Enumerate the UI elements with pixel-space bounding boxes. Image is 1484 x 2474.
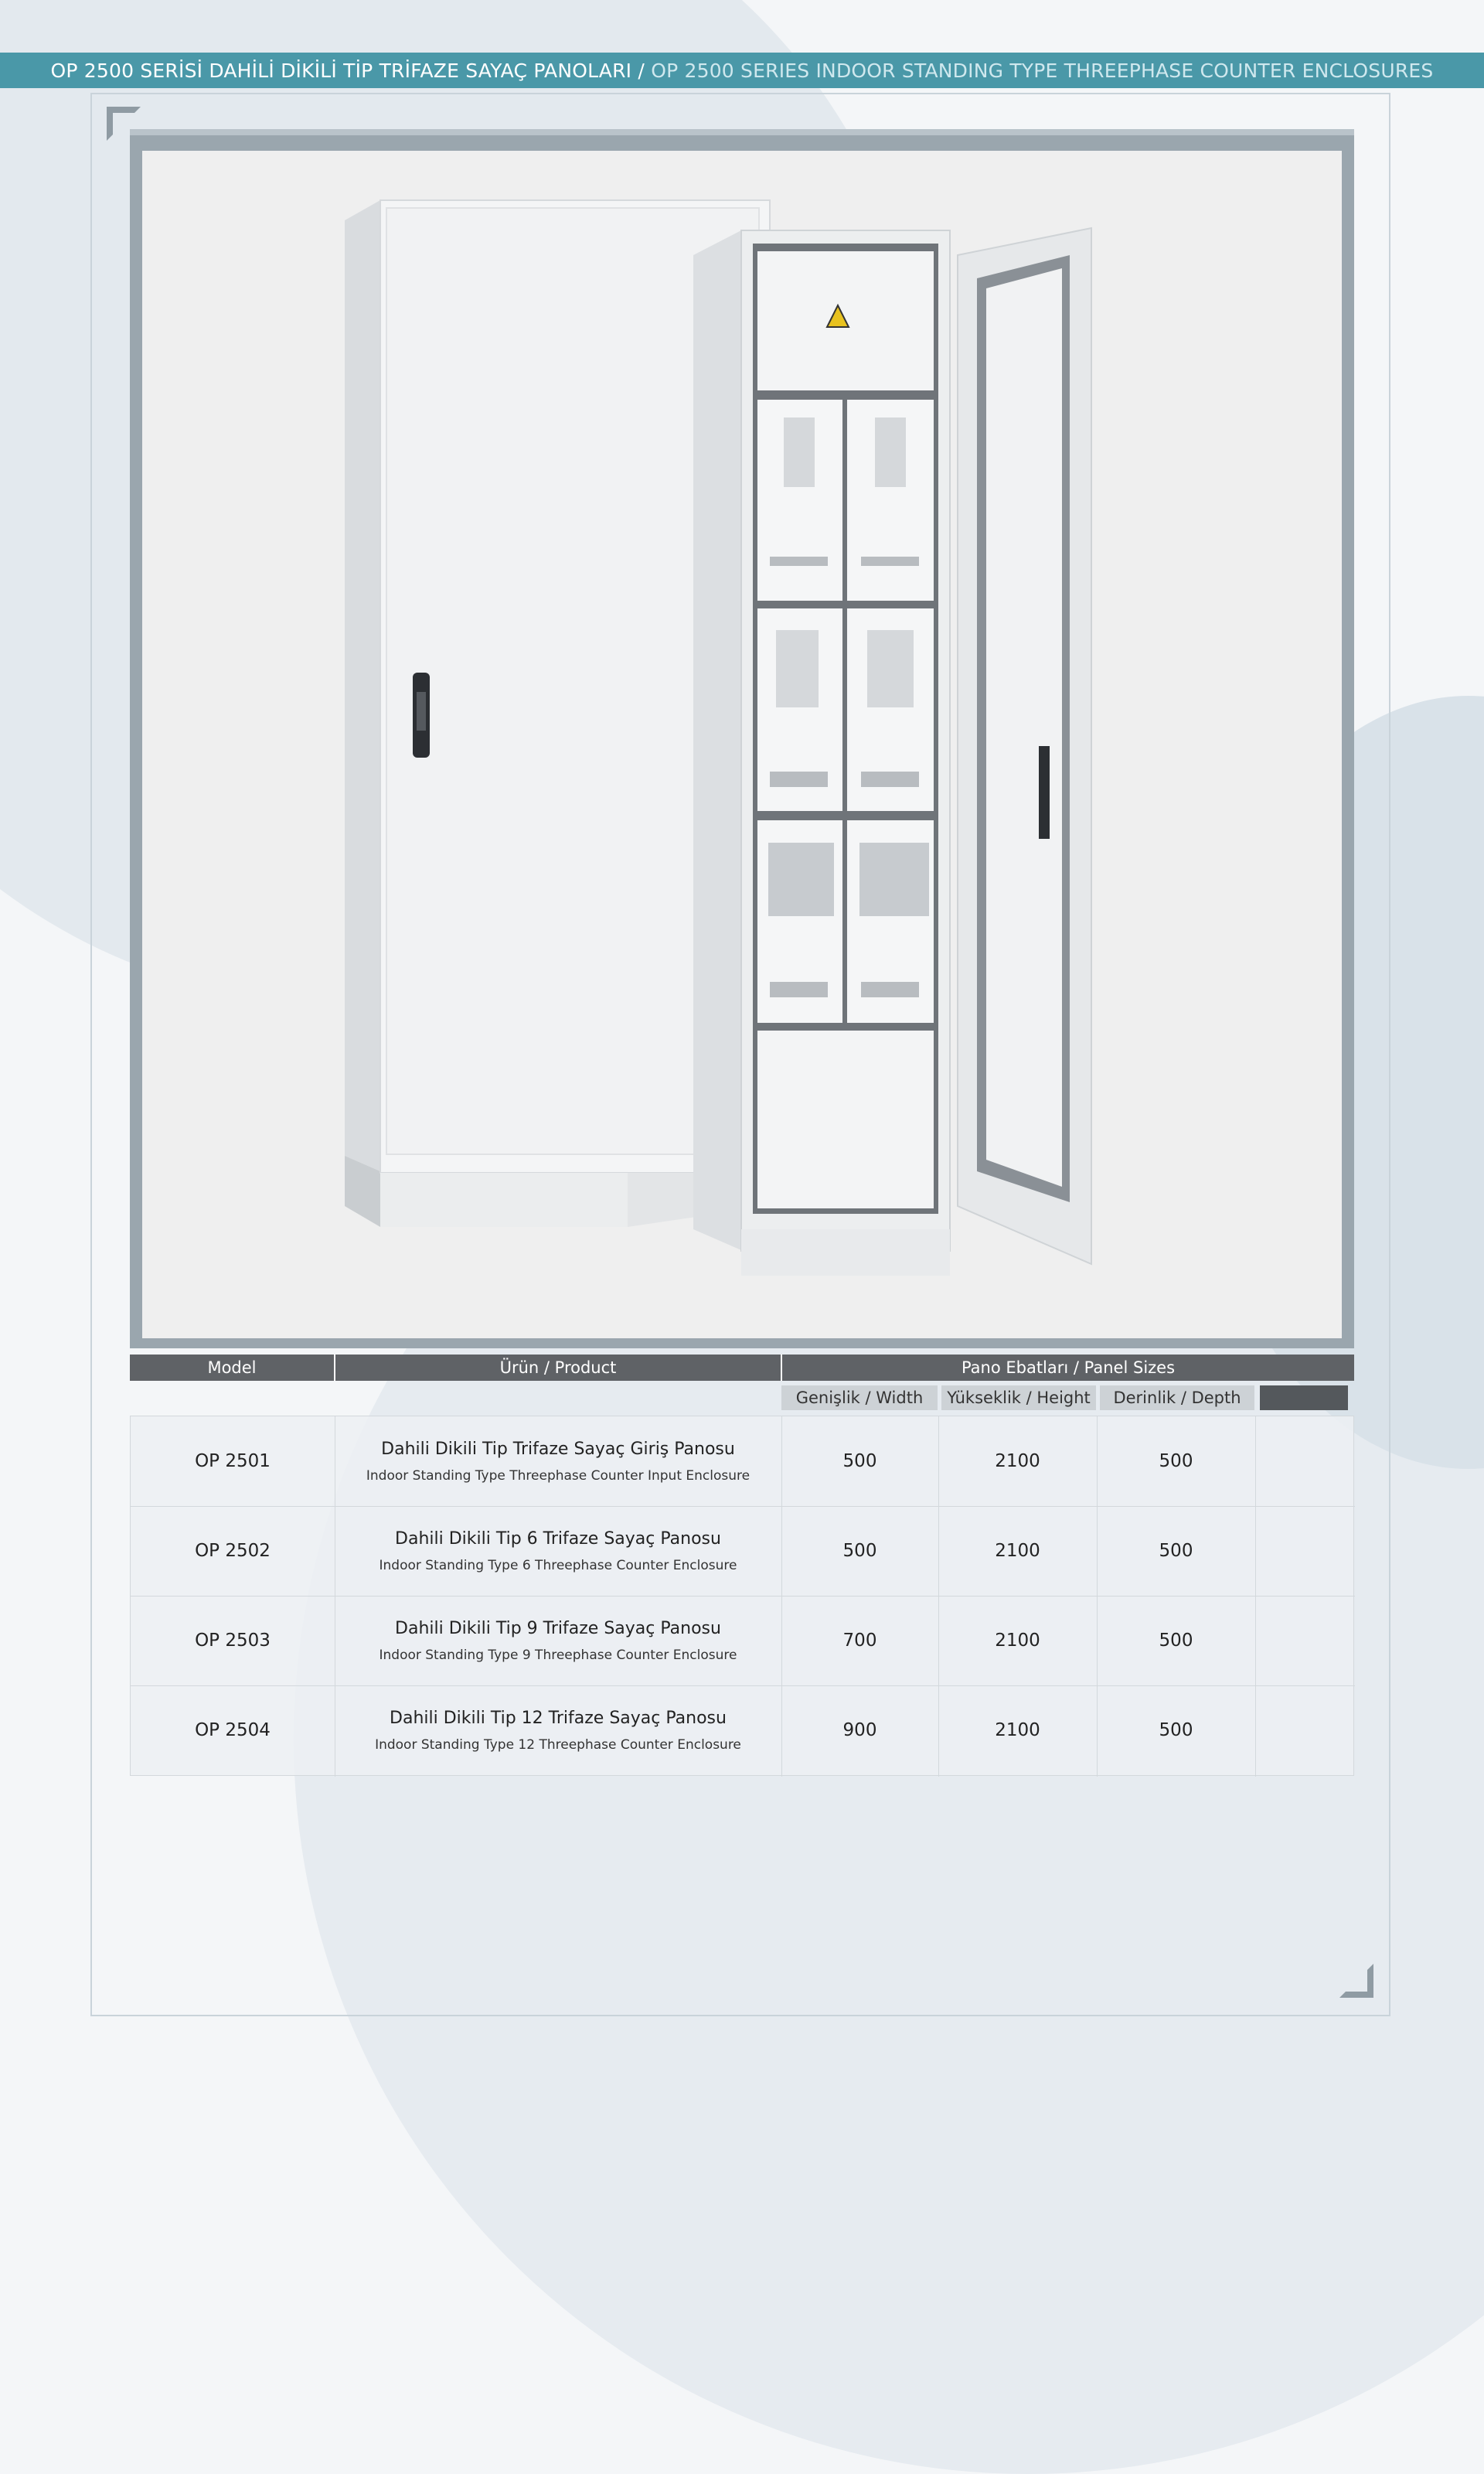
corner-mark-icon — [1339, 1964, 1373, 1998]
table-row — [131, 1685, 1355, 1775]
cell-model: OP 2502 — [195, 1541, 271, 1561]
cell-product — [335, 1596, 781, 1685]
product-name-en: Indoor Standing Type Threephase Counter Input Enclosure — [366, 1467, 751, 1484]
cell-height: 2100 — [995, 1631, 1040, 1651]
product-name-en: Indoor Standing Type 12 Threephase Counter Enclosure — [375, 1736, 741, 1753]
cell-model: OP 2504 — [195, 1720, 271, 1740]
table-header — [130, 1355, 1354, 1381]
product-name-tr: Dahili Dikili Tip 12 Trifaze Sayaç Panosu — [390, 1708, 727, 1728]
product-name-en: Indoor Standing Type 6 Threephase Counter Enclosure — [379, 1557, 737, 1573]
product-name-tr: Dahili Dikili Tip Trifaze Sayaç Giriş Panosu — [381, 1439, 735, 1459]
cell-product — [335, 1685, 781, 1775]
cell-width: 700 — [842, 1631, 877, 1651]
header-blank — [1260, 1385, 1348, 1410]
cell-height: 2100 — [995, 1451, 1040, 1471]
product-photo — [142, 151, 1342, 1338]
product-name-en: Indoor Standing Type 9 Threephase Counter Enclosure — [379, 1647, 737, 1663]
cell-height: 2100 — [995, 1541, 1040, 1561]
table-row — [131, 1506, 1355, 1596]
page-title-en: OP 2500 SERIES INDOOR STANDING TYPE THREEPHASE COUNTER ENCLOSURES — [651, 59, 1434, 82]
table-row — [131, 1596, 1355, 1685]
product-photo-frame — [130, 129, 1354, 1348]
cell-depth: 500 — [1159, 1541, 1193, 1561]
header-model: Model — [207, 1358, 257, 1377]
cell-model: OP 2503 — [195, 1631, 271, 1651]
table-row — [131, 1416, 1355, 1506]
cell-depth: 500 — [1159, 1720, 1193, 1740]
table-body — [130, 1416, 1354, 1776]
cell-width: 900 — [842, 1720, 877, 1740]
cell-product — [335, 1506, 781, 1596]
header-height: Yükseklik / Height — [941, 1385, 1096, 1410]
header-depth: Derinlik / Depth — [1100, 1385, 1254, 1410]
cell-product — [335, 1416, 781, 1506]
cell-model: OP 2501 — [195, 1451, 271, 1471]
header-width: Genişlik / Width — [781, 1385, 938, 1410]
product-name-tr: Dahili Dikili Tip 9 Trifaze Sayaç Panosu — [395, 1618, 721, 1638]
page-title — [0, 53, 1484, 88]
cell-height: 2100 — [995, 1720, 1040, 1740]
cell-width: 500 — [842, 1451, 877, 1471]
page-title-tr: OP 2500 SERİSİ DAHİLİ DİKİLİ TİP TRİFAZE SAYAÇ PANOLARI / — [50, 59, 645, 82]
cabinet-illustration — [142, 151, 1342, 1338]
header-panel-sizes: Pano Ebatları / Panel Sizes — [961, 1358, 1176, 1377]
cell-width: 500 — [842, 1541, 877, 1561]
product-name-tr: Dahili Dikili Tip 6 Trifaze Sayaç Panosu — [395, 1528, 721, 1549]
cell-depth: 500 — [1159, 1451, 1193, 1471]
cell-depth: 500 — [1159, 1631, 1193, 1651]
header-product: Ürün / Product — [499, 1358, 617, 1377]
